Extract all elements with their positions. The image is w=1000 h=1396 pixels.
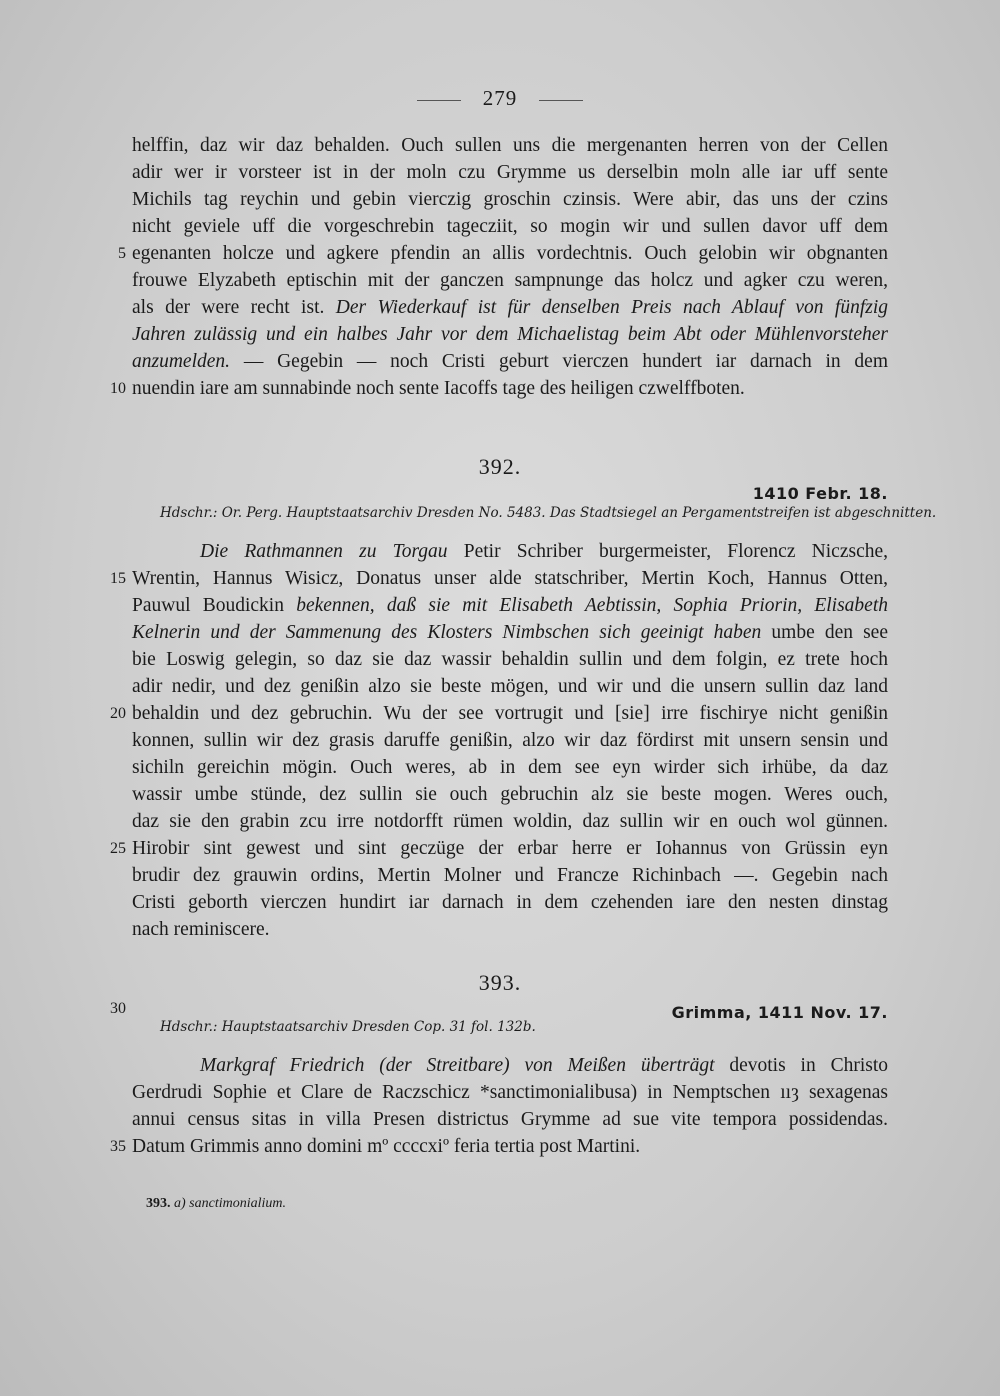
line-number: 25 xyxy=(110,840,126,857)
text-line: Hirobir sint gewest und sint geczüge der erbar herre er Iohannus von Grüssin eyn xyxy=(132,838,888,859)
text-line xyxy=(132,1052,888,1079)
editorial-summary: Markgraf Friedrich (der Streitbare) von Meißen überträgt xyxy=(200,1055,715,1076)
line-number: 35 xyxy=(110,1138,126,1155)
document-number-392: 392. xyxy=(478,454,522,479)
text-line: brudir dez grauwin ordins, Mertin Molner und Francze Richinbach —. Gegebin nach xyxy=(132,865,888,886)
text-line xyxy=(132,619,888,646)
document-date-392: 1410 Febr. 18. xyxy=(752,484,888,503)
editorial-summary: anzumelden. xyxy=(132,351,231,372)
text-line: Gerdrudi Sophie et Clare de Raczschicz *sanctimonialibusa) in Nemptschen ııȝ sexagenas xyxy=(132,1082,888,1103)
text-run: als der were recht ist. xyxy=(132,297,325,318)
line-number: 5 xyxy=(118,245,126,262)
text-line: adir wer ir vorsteer ist in der moln czu Grymme us derselbin moln alle iar uff sente xyxy=(132,162,888,183)
text-line: konnen, sullin wir dez grasis daruffe genißin, alzo wir daz fördirst mit unsern sensin und xyxy=(132,730,888,751)
text-line xyxy=(132,538,888,565)
text-line: nicht geviele uff die vorgeschrebin tagecziit, so mogin wir und sullen davor uff dem xyxy=(132,216,888,237)
line-number: 15 xyxy=(110,570,126,587)
footnote-text: a) sanctimonialium. xyxy=(174,1196,286,1211)
text-line: Michils tag reychin und gebin vierczig groschin czinsis. Were abir, das uns der czins xyxy=(132,189,888,210)
text-line xyxy=(132,592,888,619)
text-line: frouwe Elyzabeth eptischin mit der ganczen sampnunge das holcz und agker czu weren, xyxy=(132,270,888,291)
page-header xyxy=(0,86,1000,111)
text-line: bie Loswig gelegin, so daz sie daz wassir behaldin sullin und dem folgin, ez trete hoch xyxy=(132,649,888,670)
footnote-ref: 393. xyxy=(146,1196,171,1211)
text-line: adir nedir, und dez genißin alzo sie beste mögen, und wir und die unsern sullin daz land xyxy=(132,676,888,697)
footnote xyxy=(146,1196,286,1212)
text-line xyxy=(132,294,888,321)
document-date-393: Grimma, 1411 Nov. 17. xyxy=(671,1003,888,1022)
text-line: Cristi geborth vierczen hundirt iar darnach in dem czehenden iare den nesten dinstag xyxy=(132,892,888,913)
editorial-summary: Jahren zulässig und ein halbes Jahr vor dem Michaelistag beim Abt oder Mühlenvorsteher xyxy=(132,324,888,345)
source-note-392: Hdschr.: Or. Perg. Hauptstaatsarchiv Dresden No. 5483. Das Stadtsiegel an Pergamentstreifen ist abgeschnitten. xyxy=(160,505,937,521)
source-note-393: Hdschr.: Hauptstaatsarchiv Dresden Cop. 31 fol. 132b. xyxy=(160,1019,536,1035)
text-run: devotis in Christo xyxy=(729,1055,889,1076)
text-line: daz sie den grabin zcu irre notdorfft rümen woldin, daz sullin wir en ouch wol günnen. xyxy=(132,811,888,832)
text-line: helffin, daz wir daz behalden. Ouch sullen uns die mergenanten herren von der Cellen xyxy=(132,135,888,156)
text-line xyxy=(132,348,888,375)
line-number: 30 xyxy=(110,1000,126,1017)
text-line: Datum Grimmis anno domini mº ccccxiº feria tertia post Martini. xyxy=(132,1136,641,1157)
issuer: Die Rathmannen zu Torgau xyxy=(200,541,448,562)
document-number-393: 393. xyxy=(478,970,522,995)
line-number: 10 xyxy=(110,380,126,397)
editorial-summary: Kelnerin und der Sammenung des Klosters Nimbschen sich geeinigt haben xyxy=(132,622,762,643)
text-run: Pauwul Boudickin xyxy=(132,595,284,616)
text-line: Wrentin, Hannus Wisicz, Donatus unser alde statschriber, Mertin Koch, Hannus Otten, xyxy=(132,568,888,589)
text-line: nach reminiscere. xyxy=(132,919,270,940)
text-line: sichiln gereichin mögin. Ouch weres, ab in dem see eyn wirder sich irhübe, da daz xyxy=(132,757,888,778)
text-run: umbe den see xyxy=(771,622,888,643)
text-line: behaldin und dez gebruchin. Wu der see vortrugit und [sie] irre fischirye nicht genißin xyxy=(132,703,888,724)
header-rule-right xyxy=(539,100,583,101)
text-line: annui census sitas in villa Presen districtus Grymme ad sue vite tempora possidendas. xyxy=(132,1109,888,1130)
text-line: wassir umbe stünde, dez sullin sie ouch gebruchin alz sie beste mogen. Weres ouch, xyxy=(132,784,888,805)
text-run: Petir Schriber burgermeister, Florencz Niczsche, xyxy=(463,541,889,562)
editorial-summary: bekennen, daß sie mit Elisabeth Aebtissin, Sophia Priorin, Elisabeth xyxy=(296,595,889,616)
line-number: 20 xyxy=(110,705,126,722)
text-line: egenanten holcze und agkere pfendin an allis vordechtnis. Ouch gelobin wir obgnanten xyxy=(132,243,888,264)
text-line: nuendin iare am sunnabinde noch sente Iacoffs tage des heiligen czwelffboten. xyxy=(132,378,745,399)
text-run: — Gegebin — noch Cristi geburt vierczen hundert iar darnach in dem xyxy=(243,351,888,372)
editorial-summary: Der Wiederkauf ist für denselben Preis nach Ablauf von fünfzig xyxy=(335,297,888,318)
header-rule-left xyxy=(417,100,461,101)
page-number: 279 xyxy=(482,86,518,110)
